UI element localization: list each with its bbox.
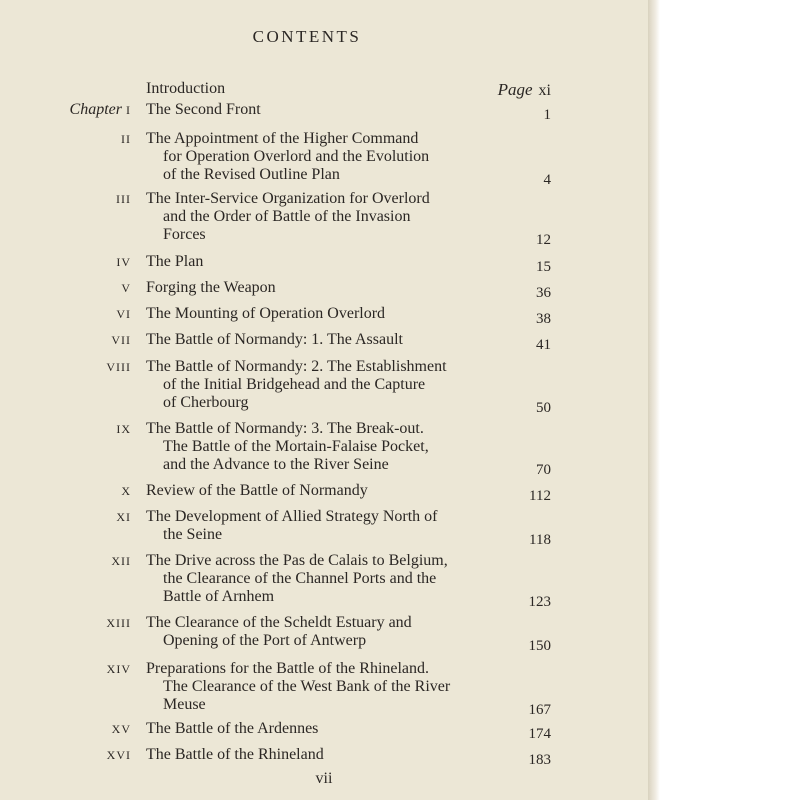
entry-title-line: The Second Front: [146, 101, 261, 118]
chapter-numeral: XV: [111, 722, 131, 736]
entry-title: [146, 720, 496, 738]
entry-page-number: 4: [543, 172, 551, 188]
entry-title-line: Opening of the Port of Antwerp: [163, 632, 367, 649]
chapter-number: [111, 333, 131, 348]
chapter-number: [121, 281, 131, 296]
chapter-number: [106, 360, 131, 375]
entry-title-line: The Battle of the Mortain-Falaise Pocket,: [163, 438, 429, 455]
chapter-numeral: XIV: [106, 662, 131, 676]
entry-title: [146, 552, 496, 606]
entry-title-line: The Clearance of the West Bank of the River: [163, 678, 451, 695]
chapter-numeral: I: [126, 103, 131, 117]
entry-page-number: 183: [528, 752, 551, 768]
entry-title: [146, 190, 496, 244]
entry-title-line: of the Revised Outline Plan: [163, 166, 340, 183]
entry-title-line: Forces: [163, 226, 206, 243]
chapter-number: [111, 554, 131, 569]
page-label: Page: [497, 80, 533, 99]
entry-page-number: 150: [528, 638, 551, 654]
entry-title-line: the Seine: [163, 526, 223, 543]
entry-title-line: The Battle of Normandy: 1. The Assault: [146, 331, 403, 348]
entry-title-line: Forging the Weapon: [146, 279, 276, 296]
entry-title: [146, 331, 496, 349]
chapter-numeral: III: [116, 192, 131, 206]
entry-title: [146, 80, 496, 98]
entry-page-number: 36: [536, 285, 551, 301]
entry-title: [146, 130, 496, 184]
entry-title: [146, 420, 496, 474]
entry-page-number: 112: [529, 488, 551, 504]
chapter-numeral: V: [121, 281, 131, 295]
chapter-number: [116, 192, 131, 207]
chapter-number: [116, 510, 131, 525]
entry-title-line: Preparations for the Battle of the Rhineland.: [146, 660, 430, 677]
entry-title-line: The Plan: [146, 253, 204, 270]
entry-title: [146, 305, 496, 323]
page-edge: [648, 0, 660, 800]
chapter-numeral: X: [121, 484, 131, 498]
entry-title-line: of the Initial Bridgehead and the Capture: [163, 376, 426, 393]
entry-title-line: and the Advance to the River Seine: [163, 456, 389, 473]
entry-title-line: The Development of Allied Strategy North of: [146, 508, 438, 525]
entry-title-line: The Clearance of the Scheldt Estuary and: [146, 614, 412, 631]
entry-title-line: The Battle of Normandy: 3. The Break-out.: [146, 420, 424, 437]
entry-title: [146, 660, 496, 714]
entry-page-number: 12: [536, 232, 551, 248]
entry-page-number: 50: [536, 400, 551, 416]
entry-title-line: Battle of Arnhem: [163, 588, 275, 605]
entry-title: [146, 358, 496, 412]
entry-title: [146, 614, 496, 650]
entry-title-line: The Drive across the Pas de Calais to Belgium,: [146, 552, 448, 569]
entry-page-number: 15: [536, 259, 551, 275]
chapter-numeral: VIII: [106, 360, 131, 374]
chapter-number: [121, 484, 131, 499]
entry-title: [146, 279, 496, 297]
entry-title-line: The Battle of the Rhineland: [146, 746, 324, 763]
entry-title-line: The Mounting of Operation Overlord: [146, 305, 386, 322]
entry-title-line: the Clearance of the Channel Ports and the: [163, 570, 437, 587]
entry-page-number: xi: [538, 82, 551, 99]
entry-page: [498, 80, 551, 100]
chapter-numeral: XII: [111, 554, 131, 568]
entry-page-number: 38: [536, 311, 551, 327]
chapter-number: [107, 662, 131, 677]
entry-title: [146, 482, 496, 500]
entry-page-number: 167: [528, 702, 551, 718]
entry-title-line: The Battle of the Ardennes: [146, 720, 319, 737]
chapter-numeral: VII: [111, 333, 131, 347]
chapter-number: [107, 748, 131, 763]
entry-title-line: The Battle of Normandy: 2. The Establishment: [146, 358, 447, 375]
chapter-number: [112, 722, 131, 737]
entry-title-line: for Operation Overlord and the Evolution: [163, 148, 430, 165]
entry-title: [146, 101, 496, 119]
chapter-number: [116, 255, 131, 270]
chapter-numeral: IX: [116, 422, 131, 436]
entry-page-number: 41: [536, 337, 551, 353]
entry-title: [146, 508, 496, 544]
entry-title-line: The Inter-Service Organization for Overlord: [146, 190, 430, 207]
entry-title-line: Review of the Battle of Normandy: [146, 482, 368, 499]
entry-title-line: of Cherbourg: [163, 394, 249, 411]
chapter-numeral: XVI: [106, 748, 131, 762]
entry-title-line: Introduction: [146, 80, 226, 97]
chapter-prefix: Chapter: [69, 101, 122, 118]
chapter-numeral: VI: [116, 307, 131, 321]
entry-page-number: 174: [528, 726, 551, 742]
entry-title-line: The Appointment of the Higher Command: [146, 130, 419, 147]
entry-title-line: Meuse: [163, 696, 206, 713]
chapter-number: [116, 307, 131, 322]
chapter-numeral: IV: [116, 255, 131, 269]
page-folio: vii: [315, 770, 333, 787]
contents-heading: CONTENTS: [252, 27, 362, 46]
entry-page-number: 70: [536, 462, 551, 478]
chapter-numeral: II: [121, 132, 131, 146]
entry-title-line: and the Order of Battle of the Invasion: [163, 208, 411, 225]
entry-page-number: 118: [529, 532, 551, 548]
chapter-numeral: XI: [116, 510, 131, 524]
entry-title: [146, 253, 496, 271]
chapter-number: [121, 132, 131, 147]
chapter-number: [116, 422, 131, 437]
entry-page-number: 123: [528, 594, 551, 610]
chapter-numeral: XIII: [106, 616, 131, 630]
chapter-number: [106, 616, 131, 631]
chapter-number: [70, 101, 131, 119]
entry-page-number: 1: [543, 107, 551, 123]
entry-title: [146, 746, 496, 764]
